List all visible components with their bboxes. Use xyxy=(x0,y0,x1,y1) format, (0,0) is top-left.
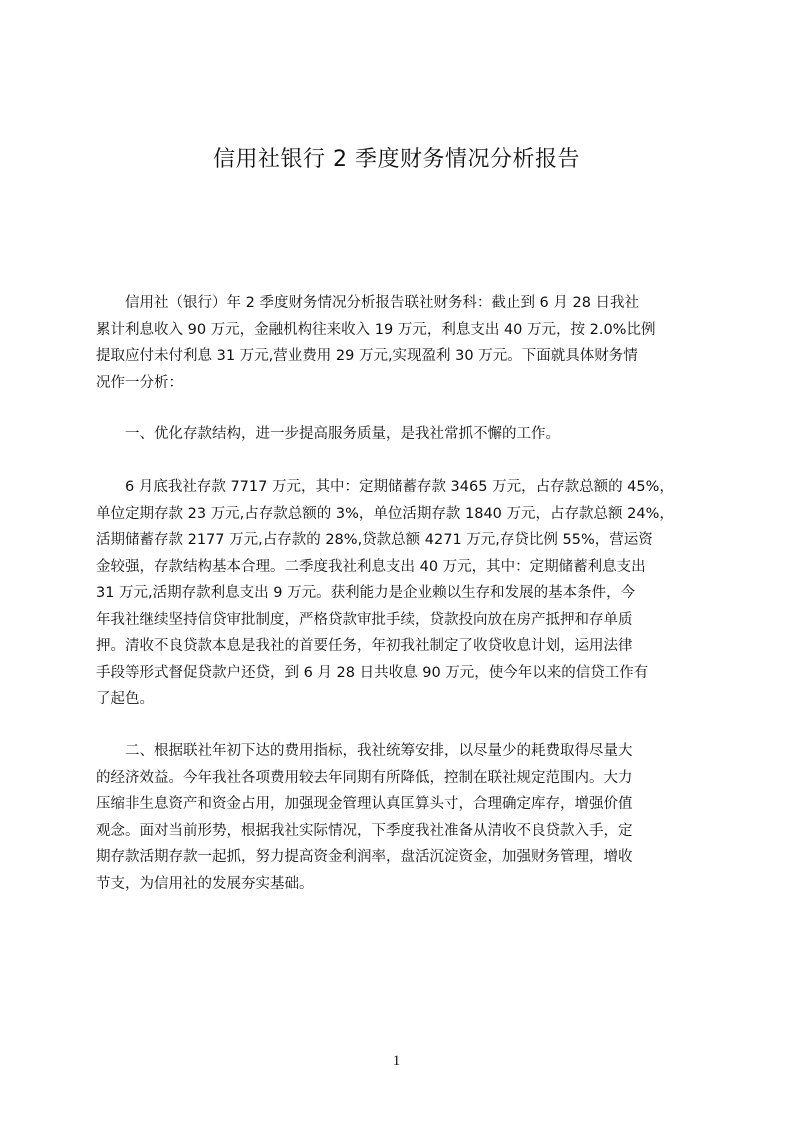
text-line: 况作一分析： xyxy=(96,374,183,391)
text-line: 信用社（银行）年 2 季度财务情况分析报告联社财务科：截止到 6 月 28 日我社 xyxy=(96,295,640,311)
section-heading-1 xyxy=(96,421,699,448)
paragraph-expenses xyxy=(96,738,699,897)
paragraph-deposits xyxy=(96,474,699,713)
text-line: 金较强，存款结构基本合理。二季度我社利息支出 40 万元，其中：定期储蓄利息支出 xyxy=(96,558,646,575)
text-line: 节支，为信用社的发展夯实基础。 xyxy=(96,875,314,892)
text-line: 活期储蓄存款 2177 万元,占存款的 28%,贷款总额 4271 万元,存贷比例 55%，营运资 xyxy=(96,532,653,548)
text-line: 的经济效益。今年我社各项费用较去年同期有所降低，控制在联社规定范围内。大力 xyxy=(96,769,633,786)
text-line: 了起色。 xyxy=(96,691,154,707)
text-line: 31 万元,活期存款利息支出 9 万元。获利能力是企业赖以生存和发展的基本条件，今 xyxy=(96,585,636,601)
text-line: 提取应付未付利息 31 万元,营业费用 29 万元,实现盈利 30 万元。下面就具体财务情 xyxy=(96,348,638,364)
text-line: 二、根据联社年初下达的费用指标，我社统筹安排，以尽量少的耗费取得尽量大 xyxy=(96,743,633,759)
text-line: 压缩非生息资产和资金占用，加强现金管理认真匡算头寸，合理确定库存，增强价值 xyxy=(96,796,633,812)
page-number: 1 xyxy=(392,1053,401,1069)
text-line: 观念。面对当前形势，根据我社实际情况，下季度我社准备从清收不良贷款入手，定 xyxy=(96,822,633,839)
text-line: 期存款活期存款一起抓，努力提高资金利润率，盘活沉淀资金，加强财务管理，增收 xyxy=(96,849,633,865)
text-line: 押。清收不良贷款本息是我社的首要任务，年初我社制定了收贷收息计划，运用法律 xyxy=(96,638,633,654)
page-title: 信用社银行 2 季度财务情况分析报告 xyxy=(213,147,580,172)
text-line: 累计利息收入 90 万元，金融机构往来收入 19 万元，利息支出 40 万元，按 2.0%比例 xyxy=(96,321,656,338)
text-line: 年我社继续坚持信贷审批制度，严格贷款审批手续，贷款投向放在房产抵押和存单质 xyxy=(96,611,633,628)
text-line: 一、优化存款结构，进一步提高服务质量，是我社常抓不懈的工作。 xyxy=(96,426,560,442)
text-line: 6 月底我社存款 7717 万元，其中：定期储蓄存款 3465 万元，占存款总额的 45%， xyxy=(96,479,674,495)
text-line: 单位定期存款 23 万元,占存款总额的 3%，单位活期存款 1840 万元，占存款总额 24%， xyxy=(96,505,674,522)
text-line: 手段等形式督促贷款户还贷，到 6 月 28 日共收息 90 万元，使今年以来的信贷工作有 xyxy=(96,664,649,681)
paragraph-summary xyxy=(96,290,699,396)
